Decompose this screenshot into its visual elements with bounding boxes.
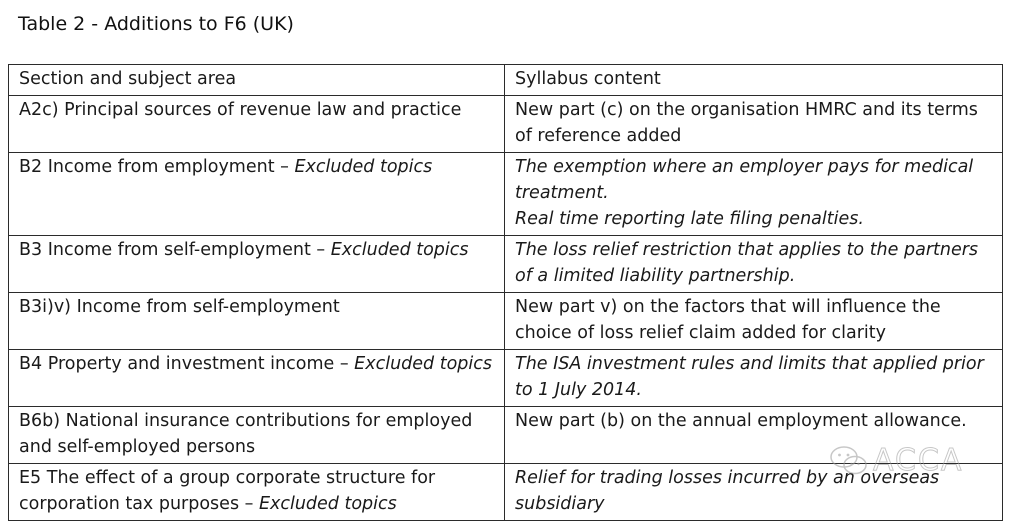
content-cell xyxy=(505,96,1003,153)
content-text: Relief for trading losses incurred by an overseas subsidiary xyxy=(515,468,940,514)
content-cell xyxy=(505,464,1003,521)
section-text: E5 The effect of a group corporate structure for corporation tax purposes – xyxy=(19,468,436,514)
section-text: B3 Income from self-employment – xyxy=(19,240,331,260)
content-cell xyxy=(505,236,1003,293)
section-cell xyxy=(9,96,505,153)
table-title: Table 2 - Additions to F6 (UK) xyxy=(18,13,294,35)
section-cell xyxy=(9,236,505,293)
section-cell xyxy=(9,153,505,236)
section-cell xyxy=(9,350,505,407)
table-row xyxy=(9,407,1003,464)
section-cell xyxy=(9,407,505,464)
content-text: New part v) on the factors that will influence the choice of loss relief claim added for clarity xyxy=(515,297,941,343)
content-text-line2: Real time reporting late filing penalties. xyxy=(515,209,864,229)
section-text: B3i)v) Income from self-employment xyxy=(19,297,340,317)
syllabus-table xyxy=(8,64,1003,521)
header-syllabus-content: Syllabus content xyxy=(505,65,1003,96)
content-text: The exemption where an employer pays for medical treatment. xyxy=(515,157,974,203)
section-text: B2 Income from employment – xyxy=(19,157,295,177)
excluded-topics-label: Excluded topics xyxy=(354,354,492,374)
table-row xyxy=(9,350,1003,407)
content-cell xyxy=(505,350,1003,407)
section-cell xyxy=(9,464,505,521)
section-text: A2c) Principal sources of revenue law and practice xyxy=(19,100,462,120)
excluded-topics-label: Excluded topics xyxy=(330,240,469,260)
excluded-topics-label: Excluded topics xyxy=(294,157,433,177)
header-section-subject-area: Section and subject area xyxy=(9,65,505,96)
table-header-row xyxy=(9,65,1003,96)
content-text: The loss relief restriction that applies to the partners of a limited liability partnership. xyxy=(515,240,979,286)
excluded-topics-label: Excluded topics xyxy=(258,494,397,514)
content-cell xyxy=(505,153,1003,236)
section-text: B4 Property and investment income – xyxy=(19,354,355,374)
content-cell xyxy=(505,407,1003,464)
content-text: New part (b) on the annual employment allowance. xyxy=(515,411,967,431)
table-row xyxy=(9,153,1003,236)
section-text: B6b) National insurance contributions for employed and self-employed persons xyxy=(19,411,473,457)
section-cell xyxy=(9,293,505,350)
table-row xyxy=(9,293,1003,350)
content-text: New part (c) on the organisation HMRC and its terms of reference added xyxy=(515,100,978,146)
table-row xyxy=(9,236,1003,293)
table-row xyxy=(9,96,1003,153)
watermark-text: ACCA xyxy=(873,443,964,478)
table-row xyxy=(9,464,1003,521)
content-cell xyxy=(505,293,1003,350)
content-text: The ISA investment rules and limits that applied prior to 1 July 2014. xyxy=(515,354,984,400)
